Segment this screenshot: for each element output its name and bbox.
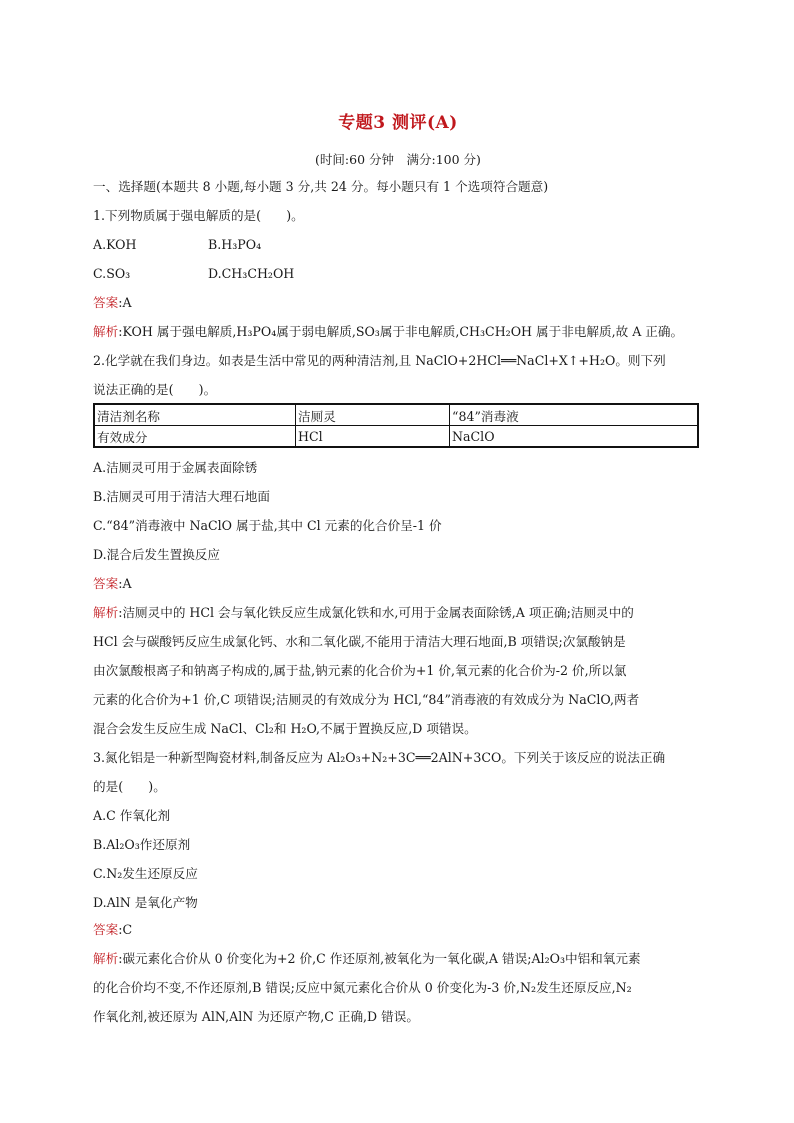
q2-analysis-line3: 由次氯酸根离子和钠离子构成的,属于盐,钠元素的化合价为+1 价,氧元素的化合价为-2 价,所以氯	[93, 663, 627, 678]
answer-label: 答案	[93, 576, 119, 591]
answer-label: 答案	[93, 922, 119, 937]
q3-option-a: A.C 作氧化剂	[93, 808, 171, 823]
q1-stem: 1.下列物质属于强电解质的是( )。	[93, 208, 304, 223]
q1-option-b: B.H₃PO₄	[208, 237, 262, 252]
q2-stem-line1: 2.化学就在我们身边。如表是生活中常见的两种清洁剂,且 NaClO+2HCl══NaCl+X↑+H₂O。则下列	[93, 353, 666, 368]
q3-analysis-line1: 解析:碳元素化合价从 0 价变化为+2 价,C 作还原剂,被氧化为一氧化碳,A 错误;Al₂O₃中铝和氧元素	[93, 951, 641, 966]
q2-analysis-line1: 解析:洁厕灵中的 HCl 会与氧化铁反应生成氯化铁和水,可用于金属表面除锈,A 项正确;洁厕灵中的	[93, 605, 634, 620]
q3-analysis-text: 碳元素化合价从 0 价变化为+2 价,C 作还原剂,被氧化为一氧化碳,A 错误;Al₂O₃中铝和氧元素	[122, 951, 641, 966]
answer-label: 答案	[93, 295, 119, 310]
table-cell: NaClO	[450, 426, 699, 448]
q3-option-c: C.N₂发生还原反应	[93, 866, 198, 881]
time-and-score: (时间:60 分钟 满分:100 分)	[315, 152, 481, 167]
table-row	[94, 426, 698, 448]
q1-analysis: 解析:KOH 属于强电解质,H₃PO₄属于弱电解质,SO₃属于非电解质,CH₃CH₂OH 属于非电解质,故 A 正确。	[93, 324, 684, 339]
q2-answer-value: A	[122, 576, 132, 591]
q3-answer: 答案:C	[93, 922, 133, 937]
q3-analysis-line3: 作氧化剂,被还原为 AlN,AlN 为还原产物,C 正确,D 错误。	[93, 1009, 419, 1024]
q3-stem-line1: 3.氮化铝是一种新型陶瓷材料,制备反应为 Al₂O₃+N₂+3C══2AlN+3CO。下列关于该反应的说法正确	[93, 750, 666, 765]
q3-analysis-line2: 的化合价均不变,不作还原剂,B 错误;反应中氮元素化合价从 0 价变化为-3 价,N₂发生还原反应,N₂	[93, 980, 632, 995]
q2-answer: 答案:A	[93, 576, 132, 591]
q1-answer-value: A	[122, 295, 132, 310]
table-cell: 清洁剂名称	[94, 404, 296, 426]
q2-analysis-line4: 元素的化合价为+1 价,C 项错误;洁厕灵的有效成分为 HCl,“84”消毒液的有效成分为 NaClO,两者	[93, 692, 640, 707]
q2-option-a: A.洁厕灵可用于金属表面除锈	[93, 460, 258, 475]
q3-option-d: D.AlN 是氧化产物	[93, 895, 198, 910]
q3-stem-line2: 的是( )。	[93, 779, 166, 794]
section-heading: 一、选择题(本题共 8 小题,每小题 3 分,共 24 分。每小题只有 1 个选项符合题意)	[93, 179, 549, 194]
page-title: 专题3 测评(A)	[338, 113, 458, 133]
analysis-label: 解析	[93, 605, 119, 620]
q2-option-c: C.“84”消毒液中 NaClO 属于盐,其中 Cl 元素的化合价呈-1 价	[93, 518, 442, 533]
q1-answer: 答案:A	[93, 295, 132, 310]
table-row	[94, 404, 698, 426]
q2-stem-line2: 说法正确的是( )。	[93, 382, 217, 397]
q2-analysis-line2: HCl 会与碳酸钙反应生成氯化钙、水和二氧化碳,不能用于清洁大理石地面,B 项错误;次氯酸钠是	[93, 634, 626, 649]
table-cell: 有效成分	[94, 426, 296, 448]
table-cell: 洁厕灵	[296, 404, 450, 426]
q1-analysis-text: KOH 属于强电解质,H₃PO₄属于弱电解质,SO₃属于非电解质,CH₃CH₂OH 属于非电解质,故 A 正确。	[122, 324, 684, 339]
cleaner-table	[93, 403, 699, 448]
analysis-label: 解析	[93, 951, 119, 966]
q3-answer-value: C	[122, 922, 133, 937]
q3-option-b: B.Al₂O₃作还原剂	[93, 837, 191, 852]
q2-analysis-line5: 混合会发生反应生成 NaCl、Cl₂和 H₂O,不属于置换反应,D 项错误。	[93, 721, 477, 736]
q1-options-row2	[93, 265, 294, 283]
q1-options-row1	[93, 236, 261, 254]
q2-analysis-text: 洁厕灵中的 HCl 会与氧化铁反应生成氯化铁和水,可用于金属表面除锈,A 项正确;洁厕灵中的	[122, 605, 634, 620]
q2-option-d: D.混合后发生置换反应	[93, 547, 220, 562]
q1-option-c: C.SO₃	[93, 266, 131, 281]
q1-option-d: D.CH₃CH₂OH	[208, 266, 295, 281]
q1-option-a: A.KOH	[93, 237, 137, 252]
table-cell: “84”消毒液	[450, 404, 699, 426]
q2-option-b: B.洁厕灵可用于清洁大理石地面	[93, 489, 270, 504]
table-cell: HCl	[296, 426, 450, 448]
analysis-label: 解析	[93, 324, 119, 339]
